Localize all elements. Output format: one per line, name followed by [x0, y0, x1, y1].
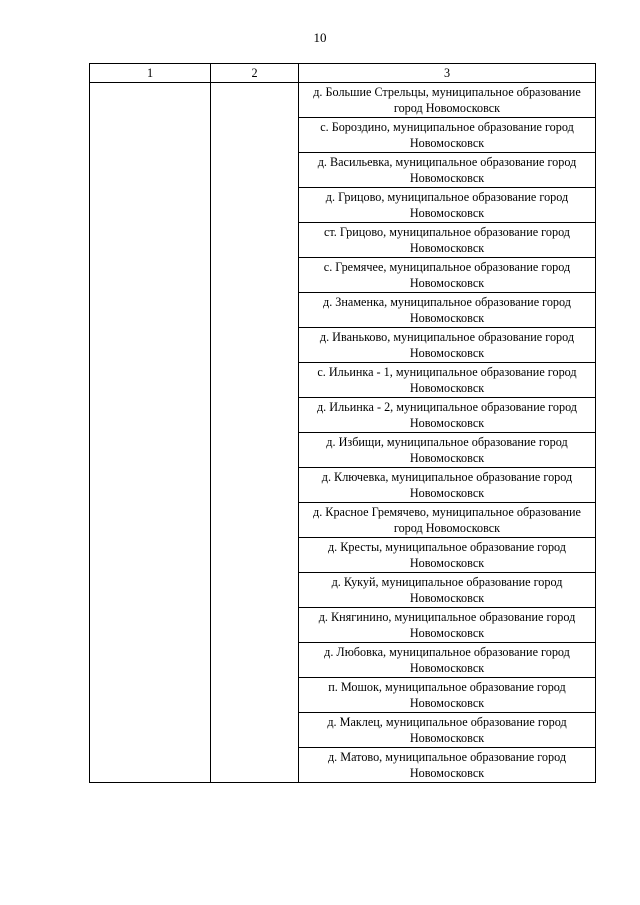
settlement-cell: д. Матово, муниципальное образование город Новомосковск: [299, 748, 596, 783]
settlement-cell: д. Кукуй, муниципальное образование город Новомосковск: [299, 573, 596, 608]
settlement-cell: д. Любовка, муниципальное образование город Новомосковск: [299, 643, 596, 678]
settlement-cell: д. Ильинка - 2, муниципальное образование город Новомосковск: [299, 398, 596, 433]
settlement-cell: с. Ильинка - 1, муниципальное образование город Новомосковск: [299, 363, 596, 398]
settlement-cell: д. Маклец, муниципальное образование город Новомосковск: [299, 713, 596, 748]
header-col-2: 2: [211, 64, 299, 83]
settlement-cell: д. Грицово, муниципальное образование город Новомосковск: [299, 188, 596, 223]
settlement-cell: п. Мошок, муниципальное образование город Новомосковск: [299, 678, 596, 713]
settlement-cell: д. Васильевка, муниципальное образование город Новомосковск: [299, 153, 596, 188]
settlement-cell: с. Гремячее, муниципальное образование город Новомосковск: [299, 258, 596, 293]
settlement-cell: д. Большие Стрельцы, муниципальное образование город Новомосковск: [299, 83, 596, 118]
header-col-3: 3: [299, 64, 596, 83]
settlement-cell: д. Ключевка, муниципальное образование город Новомосковск: [299, 468, 596, 503]
settlements-table: [89, 63, 596, 783]
col-1-merged-cell: [90, 83, 211, 783]
table-row: [90, 83, 596, 118]
settlement-cell: д. Красное Гремячево, муниципальное образование город Новомосковск: [299, 503, 596, 538]
col-2-merged-cell: [211, 83, 299, 783]
settlement-cell: ст. Грицово, муниципальное образование город Новомосковск: [299, 223, 596, 258]
settlement-cell: с. Бороздино, муниципальное образование город Новомосковск: [299, 118, 596, 153]
settlement-cell: д. Княгинино, муниципальное образование город Новомосковск: [299, 608, 596, 643]
page-number: 10: [313, 30, 327, 45]
settlement-cell: д. Знаменка, муниципальное образование город Новомосковск: [299, 293, 596, 328]
settlement-cell: д. Кресты, муниципальное образование город Новомосковск: [299, 538, 596, 573]
settlement-cell: д. Иваньково, муниципальное образование город Новомосковск: [299, 328, 596, 363]
table-header-row: [90, 64, 596, 83]
settlement-cell: д. Избищи, муниципальное образование город Новомосковск: [299, 433, 596, 468]
header-col-1: 1: [90, 64, 211, 83]
